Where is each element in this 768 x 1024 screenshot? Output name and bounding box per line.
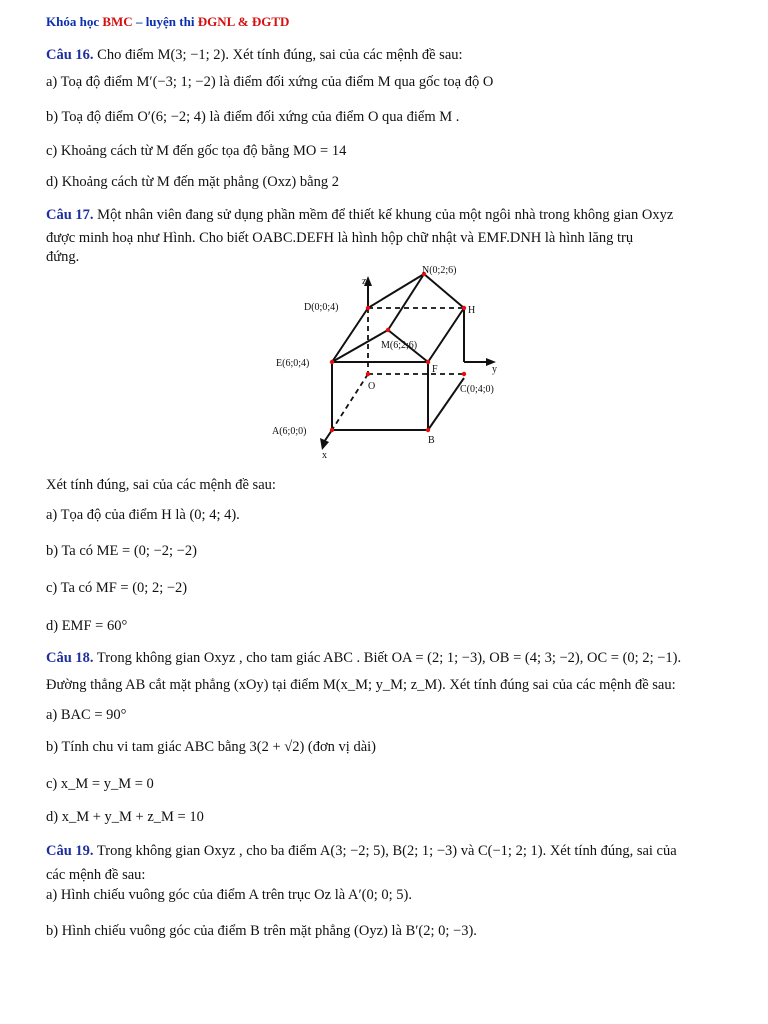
label-H: H <box>468 305 476 316</box>
label-O: O <box>368 381 376 392</box>
label-y: y <box>492 364 497 375</box>
q18-option-d: d) x_M + y_M + z_M = 10 <box>46 809 204 825</box>
q18-option-b: b) Tính chu vi tam giác ABC bằng 3(2 + √2) (đơn vị dài) <box>46 739 376 755</box>
edge-MN <box>388 274 424 330</box>
label-C: C(0;4;0) <box>460 384 494 395</box>
edge-DN <box>368 274 424 308</box>
q18-number: Câu 18. <box>46 650 94 666</box>
point-H <box>462 306 466 310</box>
header-exam: ĐGNL & ĐGTD <box>197 14 290 29</box>
q17-number: Câu 17. <box>46 207 94 223</box>
q19-intro-text: Trong không gian Oxyz , cho ba điểm A(3; −2; 5), B(2; 1; −3) và C(−1; 2; 1). Xét tính đúng, sai của <box>93 843 677 859</box>
q17-prompt: Xét tính đúng, sai của các mệnh đề sau: <box>46 477 276 493</box>
q16-number: Câu 16. <box>46 47 94 63</box>
q17-option-a: a) Tọa độ của điểm H là (0; 4; 4). <box>46 507 240 523</box>
q18-intro-text: Trong không gian Oxyz , cho tam giác ABC . Biết OA = (2; 1; −3), OB = (4; 3; −2), OC = (0; 2; −1). <box>93 650 682 666</box>
label-B: B <box>428 435 435 446</box>
point-F <box>426 360 430 364</box>
q16-option-d: d) Khoảng cách từ M đến mặt phẳng (Oxz) bằng 2 <box>46 174 339 190</box>
q19-intro-line-2: các mệnh đề sau: <box>46 867 146 883</box>
q17-option-b: b) Ta có ME = (0; −2; −2) <box>46 543 197 559</box>
edge-OA-hidden <box>332 374 368 430</box>
point-M <box>386 328 390 332</box>
edge-EM <box>332 330 388 362</box>
course-header <box>46 14 289 30</box>
q18-option-c: c) x_M = y_M = 0 <box>46 776 154 792</box>
q18-intro-line-2: Đường thẳng AB cắt mặt phẳng (xOy) tại điểm M(x_M; y_M; z_M). Xét tính đúng sai của các mệnh đề sau: <box>46 677 676 693</box>
q16-option-b: b) Toạ độ điểm O′(6; −2; 4) là điểm đối xứng của điểm O qua điểm M . <box>46 109 460 125</box>
edge-ED <box>332 308 368 362</box>
point-O <box>366 372 370 376</box>
q19-intro-line-1 <box>46 842 677 860</box>
point-A <box>330 428 334 432</box>
q17-option-d: d) EMF = 60° <box>46 618 128 634</box>
q17-intro-text: Một nhân viên đang sử dụng phần mềm để thiết kế khung của một ngôi nhà trong không gian Oxyz <box>93 207 674 223</box>
q16-intro-text: Cho điểm M(3; −1; 2). Xét tính đúng, sai của các mệnh đề sau: <box>93 47 463 63</box>
q16-option-c: c) Khoảng cách từ M đến gốc tọa độ bằng MO = 14 <box>46 143 347 159</box>
label-A: A(6;0;0) <box>272 426 307 437</box>
q17-intro-line-2: được minh hoạ như Hình. Cho biết OABC.DEFH là hình hộp chữ nhật và EMF.DNH là hình lăng trụ <box>46 230 634 246</box>
q17-intro-line-3: đứng. <box>46 249 80 265</box>
q19-number: Câu 19. <box>46 843 94 859</box>
label-M: M(6;2;6) <box>381 340 418 351</box>
q19-option-b: b) Hình chiếu vuông góc của điểm B trên mặt phẳng (Oyz) là B′(2; 0; −3). <box>46 923 477 939</box>
label-x: x <box>322 450 327 461</box>
point-B <box>426 428 430 432</box>
edge-BC <box>428 378 464 430</box>
label-F: F <box>432 364 438 375</box>
label-E: E(6;0;4) <box>276 358 310 369</box>
label-z: z <box>362 276 367 287</box>
header-brand: BMC <box>102 14 133 29</box>
edge-NH <box>424 274 464 308</box>
label-D: D(0;0;4) <box>304 302 339 313</box>
house-frame-figure <box>268 262 508 462</box>
point-C <box>462 372 466 376</box>
edge-FH <box>428 308 464 362</box>
q16-option-a: a) Toạ độ điểm M′(−3; 1; −2) là điểm đối xứng của điểm M qua gốc toạ độ O <box>46 74 494 90</box>
point-D <box>366 306 370 310</box>
q16-intro <box>46 46 463 64</box>
q18-option-a: a) BAC = 90° <box>46 707 127 723</box>
label-N: N(0;2;6) <box>422 265 457 276</box>
header-part-1: Khóa học <box>46 14 103 29</box>
header-part-3: – luyện thi <box>132 14 198 29</box>
q17-option-c: c) Ta có MF = (0; 2; −2) <box>46 580 188 596</box>
q17-intro-line-1 <box>46 206 673 224</box>
q18-intro-line-1 <box>46 649 681 667</box>
point-E <box>330 360 334 364</box>
q19-option-a: a) Hình chiếu vuông góc của điểm A trên trục Oz là A′(0; 0; 5). <box>46 887 412 903</box>
